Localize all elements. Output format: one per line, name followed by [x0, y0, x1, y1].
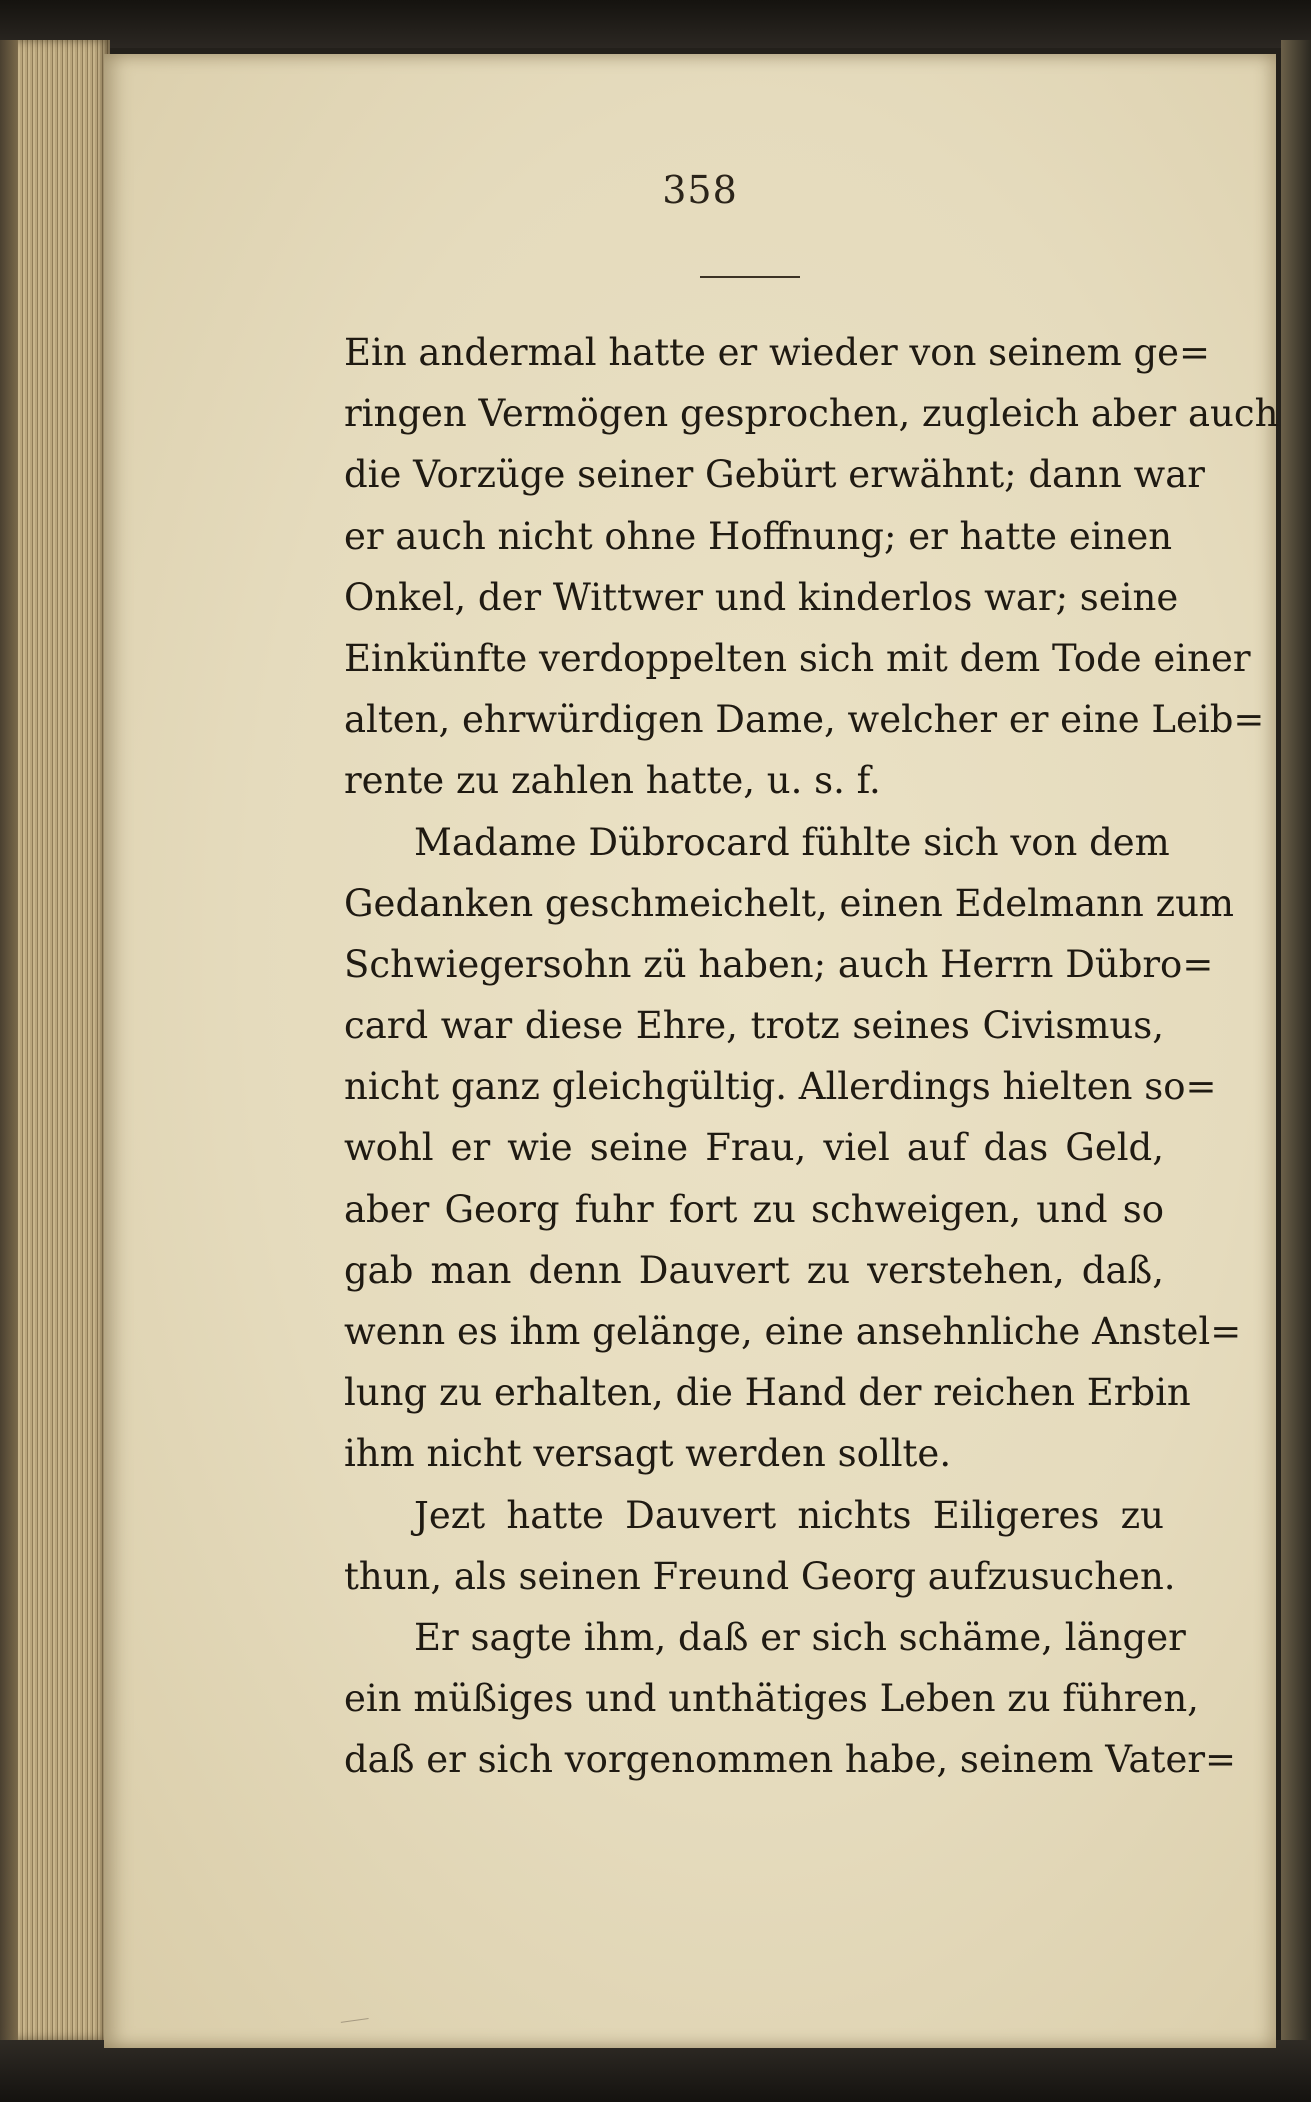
text-line: wenn es ihm gelänge, eine ansehnliche Anstel=	[344, 1310, 1242, 1353]
body-text	[344, 322, 1279, 1791]
text-line: aber Georg fuhr fort zu schweigen, und so	[344, 1187, 1164, 1231]
page-number-rule	[700, 276, 800, 278]
text-line: wohl er wie seine Frau, viel auf das Geld,	[344, 1126, 1164, 1170]
text-line: Schwiegersohn zü haben; auch Herrn Dübro=	[344, 942, 1214, 986]
text-line: card war diese Ehre, trotz seines Civismus,	[344, 1004, 1164, 1048]
text-line: ihm nicht versagt werden sollte.	[344, 1432, 952, 1476]
cover-edge-right	[1281, 40, 1311, 2040]
text-line: Jezt hatte Dauvert nichts Eiligeres zu	[414, 1493, 1164, 1537]
text-line: thun, als seinen Freund Georg aufzusuchen.	[344, 1554, 1176, 1598]
text-line: Madame Dübrocard fühlte sich von dem	[414, 820, 1170, 864]
text-line: ein müßiges und unthätiges Leben zu führen,	[344, 1677, 1199, 1721]
text-line: lung zu erhalten, die Hand der reichen Erbin	[344, 1371, 1191, 1415]
text-line: Onkel, der Wittwer und kinderlos war; seine	[344, 575, 1179, 619]
text-line: die Vorzüge seiner Gebürt erwähnt; dann war	[344, 453, 1205, 497]
text-line: Er sagte ihm, daß er sich schäme, länger	[414, 1615, 1186, 1659]
text-line: Ein andermal hatte er wieder von seinem ge=	[344, 331, 1211, 374]
text-line: nicht ganz gleichgültig. Allerdings hielten so=	[344, 1065, 1217, 1109]
text-line: ringen Vermögen gesprochen, zugleich aber auch	[344, 392, 1279, 436]
table-edge-bottom	[0, 2040, 1311, 2102]
text-line: Gedanken geschmeichelt, einen Edelmann zum	[344, 881, 1234, 925]
text-line: gab man denn Dauvert zu verstehen, daß,	[344, 1248, 1164, 1292]
text-line: alten, ehrwürdigen Dame, welcher er eine Leib=	[344, 698, 1265, 742]
text-line: er auch nicht ohne Hoffnung; er hatte einen	[344, 514, 1173, 558]
page-number: 358	[662, 168, 738, 212]
text-line: daß er sich vorgenommen habe, seinem Vater=	[344, 1738, 1237, 1782]
text-line: Einkünfte verdoppelten sich mit dem Tode einer	[344, 636, 1251, 680]
table-edge-top	[0, 0, 1311, 48]
text-line: rente zu zahlen hatte, u. s. f.	[344, 759, 881, 803]
page-stack-edges	[0, 40, 110, 2040]
